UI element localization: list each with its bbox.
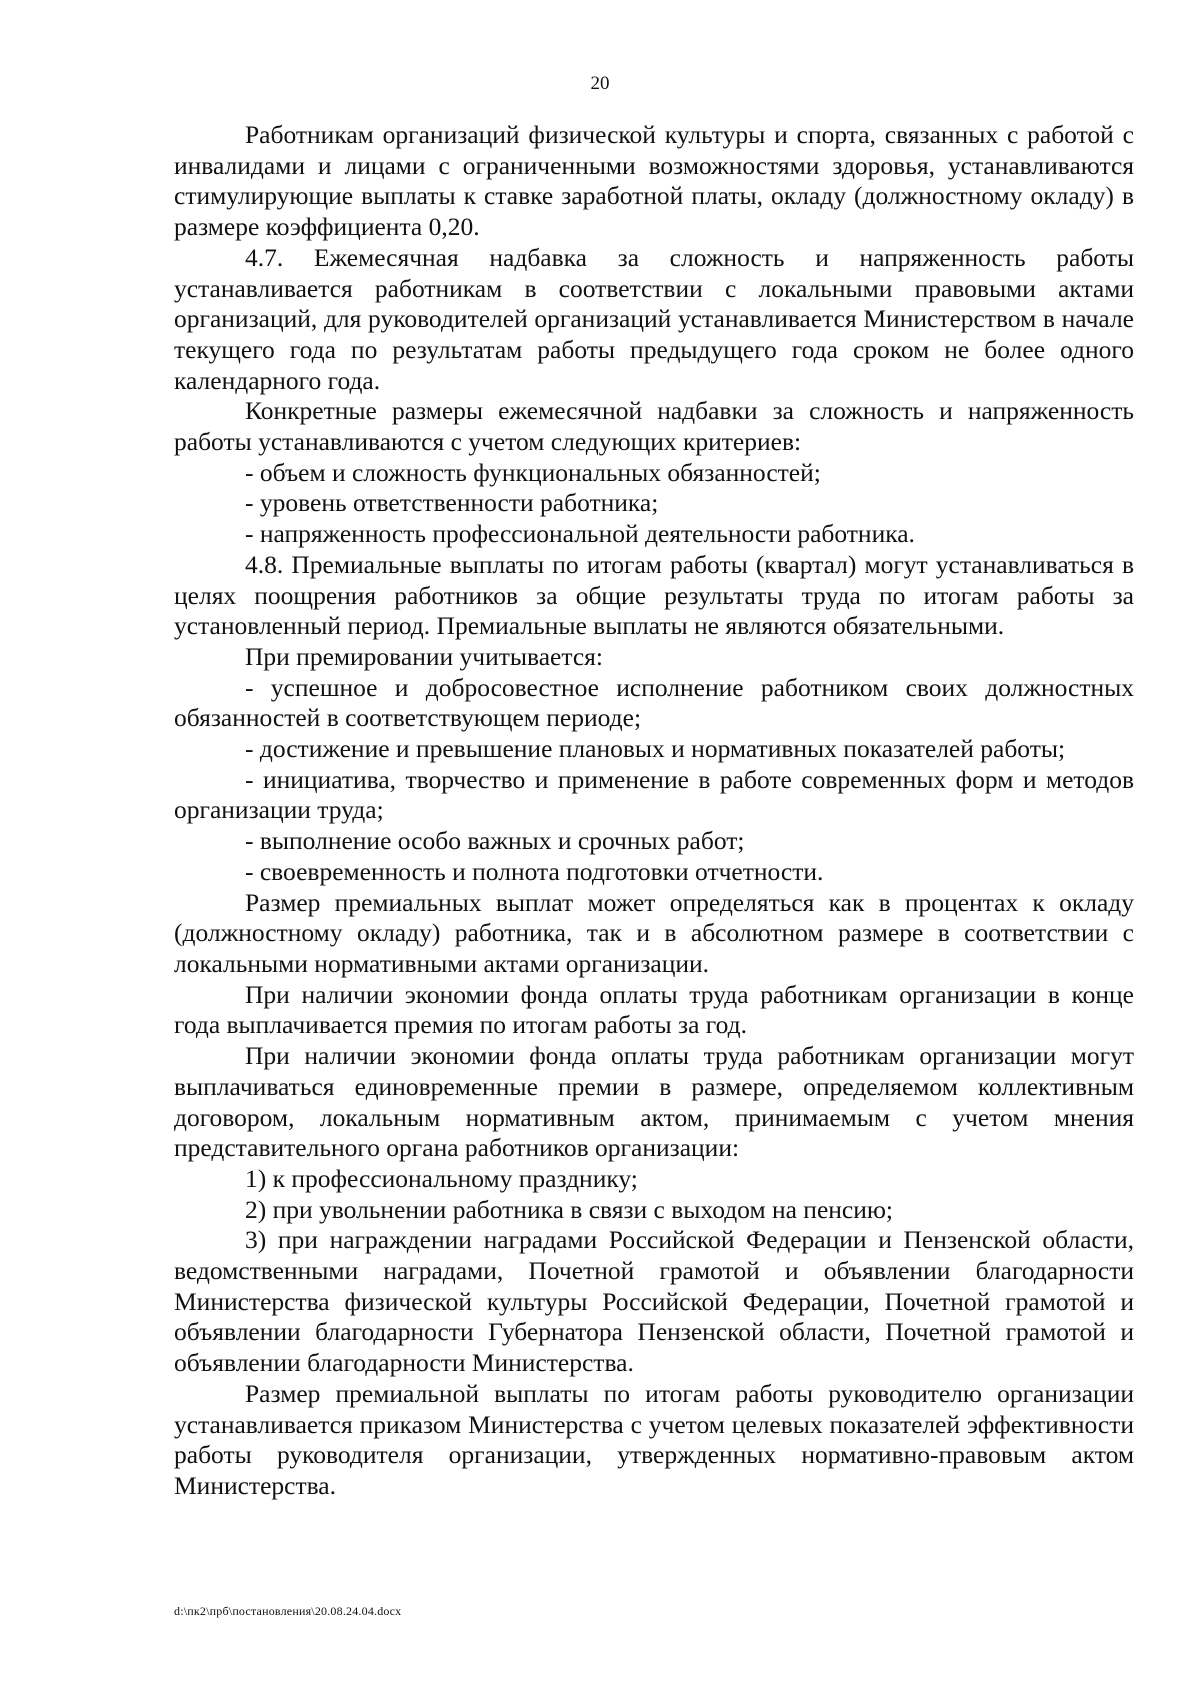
bonus-factor-reporting: - своевременность и полнота подготовки отчетности. bbox=[245, 856, 824, 886]
paragraph-director-bonus: Размер премиальной выплаты по итогам работы руководителю организации устанавливается приказом Министерства с учетом целевых показателей эффективности работы руководителя организации, утвержденных нормативно-правовым актом Министерства. bbox=[174, 1378, 1134, 1500]
bonus-factor-targets: - достижение и превышение плановых и нормативных показателей работы; bbox=[245, 734, 1066, 764]
one-time-bonus-item-3: 3) при награждении наградами Российской Федерации и Пензенской области, ведомственными наградами, Почетной грамотой и объявлении благодарности Министерства физической культуры Российской Федерации, Почетной грамотой и объявлении благодарности Губернатора Пензенской области, Почетной грамотой и объявлении благодарности Министерства. bbox=[174, 1225, 1134, 1378]
bonus-factor-performance: - успешное и добросовестное исполнение работником своих должностных обязанностей в соответствующем периоде; bbox=[174, 672, 1134, 733]
paragraph-bonus-factors-intro: При премировании учитывается: bbox=[245, 641, 603, 671]
paragraph-annual-bonus: При наличии экономии фонда оплаты труда работникам организации в конце года выплачивается премия по итогам работы за год. bbox=[174, 979, 1134, 1040]
paragraph-bonus-amount: Размер премиальных выплат может определяться как в процентах к окладу (должностному окладу) работника, так и в абсолютном размере в соответствии с локальными нормативными актами организации. bbox=[174, 887, 1134, 978]
document-body bbox=[174, 120, 1134, 1502]
paragraph-disabled-workers-bonus: Работникам организаций физической культуры и спорта, связанных с работой с инвалидами и лицами с ограниченными возможностями здоровья, устанавливаются стимулирующие выплаты к ставке заработной платы, окладу (должностному окладу) в размере коэффициента 0,20. bbox=[174, 120, 1134, 242]
bonus-factor-urgent-work: - выполнение особо важных и срочных работ; bbox=[245, 826, 745, 856]
paragraph-4-8-bonus-payments: 4.8. Премиальные выплаты по итогам работы (квартал) могут устанавливаться в целях поощрения работников за общие результаты труда по итогам работы за установленный период. Премиальные выплаты не являются обязательными. bbox=[174, 549, 1134, 641]
footer-file-path: d:\пк2\прб\постановления\20.08.24.04.docx bbox=[174, 1604, 402, 1618]
criteria-item-duties-volume: - объем и сложность функциональных обязанностей; bbox=[245, 457, 821, 487]
paragraph-4-7-monthly-allowance: 4.7. Ежемесячная надбавка за сложность и напряженность работы устанавливается работникам в соответствии с локальными правовыми актами организаций, для руководителей организаций устанавливается Министерством в начале текущего года по результатам работы предыдущего года сроком не более одного календарного года. bbox=[174, 242, 1134, 395]
page-number: 20 bbox=[590, 73, 610, 94]
one-time-bonus-item-1: 1) к профессиональному празднику; bbox=[245, 1163, 638, 1193]
paragraph-one-time-bonuses: При наличии экономии фонда оплаты труда работникам организации могут выплачиваться единовременные премии в размере, определяемом коллективным договором, локальным нормативным актом, принимаемым с учетом мнения представительного органа работников организации: bbox=[174, 1041, 1134, 1163]
paragraph-allowance-criteria-intro: Конкретные размеры ежемесячной надбавки за сложность и напряженность работы устанавливаются с учетом следующих критериев: bbox=[174, 396, 1134, 457]
criteria-item-intensity: - напряженность профессиональной деятельности работника. bbox=[245, 519, 915, 549]
one-time-bonus-item-2: 2) при увольнении работника в связи с выходом на пенсию; bbox=[245, 1194, 894, 1224]
bonus-factor-initiative: - инициатива, творчество и применение в работе современных форм и методов организации труда; bbox=[174, 764, 1134, 825]
criteria-item-responsibility: - уровень ответственности работника; bbox=[245, 488, 659, 518]
